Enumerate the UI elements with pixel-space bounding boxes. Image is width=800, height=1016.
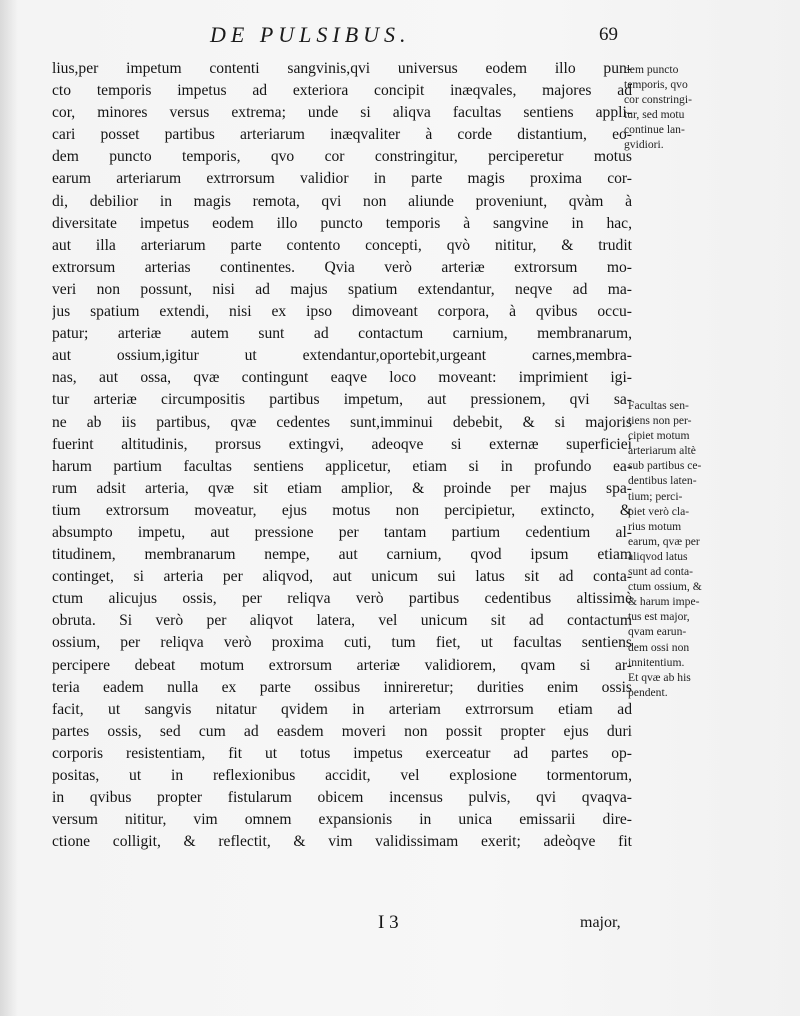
text-line: tur arteriæ circumpositis partibus impetum, aut pressionem, qvi sa- xyxy=(52,391,632,409)
marginal-note-2 xyxy=(628,398,798,700)
marginal-note-line: sub partibus ce- xyxy=(628,459,702,473)
page-footer xyxy=(0,912,800,942)
text-line: jus spatium extendi, nisi ex ipso dimoveant corpora, à qvibus occu- xyxy=(52,303,632,321)
marginal-note-line: cipiet motum xyxy=(628,429,690,443)
text-line: aut illa arteriarum parte contento concepti, qvò nititur, & trudit xyxy=(52,236,632,254)
text-line: versum nititur, vim omnem expansionis in unica emissarii dire- xyxy=(52,811,632,829)
text-line: patur; arteriæ autem sunt ad contactum carnium, membranarum, xyxy=(52,325,632,343)
marginal-note-line: innitentium. xyxy=(628,655,685,669)
text-line: titudinem, membranarum nempe, aut carnium, qvod ipsum etiam xyxy=(52,546,632,564)
text-line: ossium, per reliqva verò proxima cuti, tum fiet, ut facultas sentiens xyxy=(52,634,632,652)
text-line: lius,per impetum contenti sangvinis,qvi universus eodem illo pun- xyxy=(52,60,632,77)
marginal-note-line: Et qvæ ab his xyxy=(628,670,691,684)
main-text-block xyxy=(52,58,632,853)
running-title: DE PULSIBUS. xyxy=(210,22,411,47)
text-line: harum partium facultas sentiens applicetur, etiam si in profundo ea- xyxy=(52,457,632,475)
marginal-note-line: tur, sed motu xyxy=(624,108,685,122)
marginal-note-line: aliqvod latus xyxy=(628,549,688,563)
text-line: facit, ut sangvis nitatur qvidem in arteriam extrrorsum etiam ad xyxy=(52,700,632,718)
text-line: cari posset partibus arteriarum inæqvaliter à corde distantium, eo- xyxy=(52,126,632,144)
text-line: corporis resistentiam, fit ut totus impetus exerceatur ad partes op- xyxy=(52,744,632,762)
marginal-note-line: rius motum xyxy=(628,519,682,533)
marginal-note-line: tiens non per- xyxy=(628,414,692,428)
text-line: diversitate impetus eodem illo puncto temporis à sangvine in hac, xyxy=(52,214,632,232)
text-line: partes ossis, sed cum ad easdem moveri non possit propter ejus duri xyxy=(52,722,632,740)
text-line: fuerint altitudinis, prorsus extingvi, adeoqve si externæ superficiei xyxy=(52,435,632,453)
text-line: obruta. Si verò per aliqvot latera, vel unicum sit ad contactum xyxy=(52,612,632,630)
text-line: percipere debeat motum extrorsum arteriæ validiorem, qvam si ar- xyxy=(52,656,632,674)
marginal-note-line: tus est major, xyxy=(628,610,690,624)
text-line: nas, aut ossa, qvæ contingunt eaqve loco moveant: imprimient igi- xyxy=(52,369,632,387)
marginal-note-1 xyxy=(624,62,794,153)
marginal-note-line: Facultas sen- xyxy=(628,399,689,412)
text-line: ctum alicujus ossis, per reliqva verò partibus cedentibus altissimè xyxy=(52,590,632,608)
marginal-note-line: ctum ossium, & xyxy=(628,580,702,594)
text-line: continget, si arteria per aliqvod, aut unicum sui latus sit ad conta- xyxy=(52,568,632,586)
marginal-note-line: cor constringi- xyxy=(624,93,692,107)
text-line: in qvibus propter fistularum obicem incensus pulvis, qvi qvaqva- xyxy=(52,789,632,807)
text-line: aut ossium,igitur ut extendantur,oportebit,urgeant carnes,membra- xyxy=(52,347,632,365)
marginal-note-line: dentibus laten- xyxy=(628,474,697,488)
marginal-note-line: arteriarum altè xyxy=(628,444,696,458)
catchword: major, xyxy=(580,914,621,931)
marginal-note-line: sunt ad conta- xyxy=(628,565,694,579)
marginal-note-line: dem puncto xyxy=(624,63,679,76)
signature-mark: I 3 xyxy=(378,912,399,933)
text-line: cto temporis impetus ad exteriora concipit inæqvales, majores ad xyxy=(52,82,632,100)
text-line: teria eadem nulla ex parte ossibus innireretur; durities enim ossis xyxy=(52,678,632,696)
text-line: tium extrorsum moveatur, ejus motus non percipietur, extincto, & xyxy=(52,501,632,519)
marginal-note-line: dem ossi non xyxy=(628,640,690,654)
marginal-note-line: pendent. xyxy=(628,685,668,699)
text-line: di, debilior in magis remota, qvi non aliunde proveniunt, qvàm à xyxy=(52,192,632,210)
text-line: ne ab iis partibus, qvæ cedentes sunt,imminui debebit, & si majoris xyxy=(52,413,632,431)
text-line: dem puncto temporis, qvo cor constringitur, perciperetur motus xyxy=(52,148,632,166)
marginal-note-line: piet verò cla- xyxy=(628,504,690,518)
text-line: extrorsum arterias continentes. Qvia verò arteriæ extrorsum mo- xyxy=(52,258,632,276)
text-line: rum adsit arteria, qvæ sit etiam amplior, & proinde per majus spa- xyxy=(52,479,632,497)
marginal-note-line: & harum impe- xyxy=(628,595,700,609)
marginal-note-line: continue lan- xyxy=(624,123,685,137)
text-line: positas, ut in reflexionibus accidit, vel explosione tormentorum, xyxy=(52,767,632,784)
running-head xyxy=(0,22,800,52)
text-line: earum arteriarum extrrorsum validior in parte magis proxima cor- xyxy=(52,170,632,188)
text-line: cor, minores versus extrema; unde si aliqva facultas sentiens appli- xyxy=(52,104,632,122)
marginal-note-line: qvam earun- xyxy=(628,625,687,639)
text-line: absumpto impetu, aut pressione per tantam partium cedentium al- xyxy=(52,523,632,541)
marginal-note-line: gvidiori. xyxy=(624,138,664,152)
text-line: veri non possunt, nisi ad majus spatium extendantur, neqve ad ma- xyxy=(52,280,632,298)
marginal-note-line: earum, qvæ per xyxy=(628,534,700,548)
text-line: ctione colligit, & reflectit, & vim validissimam exerit; adeòqve fit xyxy=(52,833,632,851)
marginal-note-line: tium; perci- xyxy=(628,489,683,503)
marginal-note-line: temporis, qvo xyxy=(624,78,688,92)
page-number: 69 xyxy=(599,24,618,45)
